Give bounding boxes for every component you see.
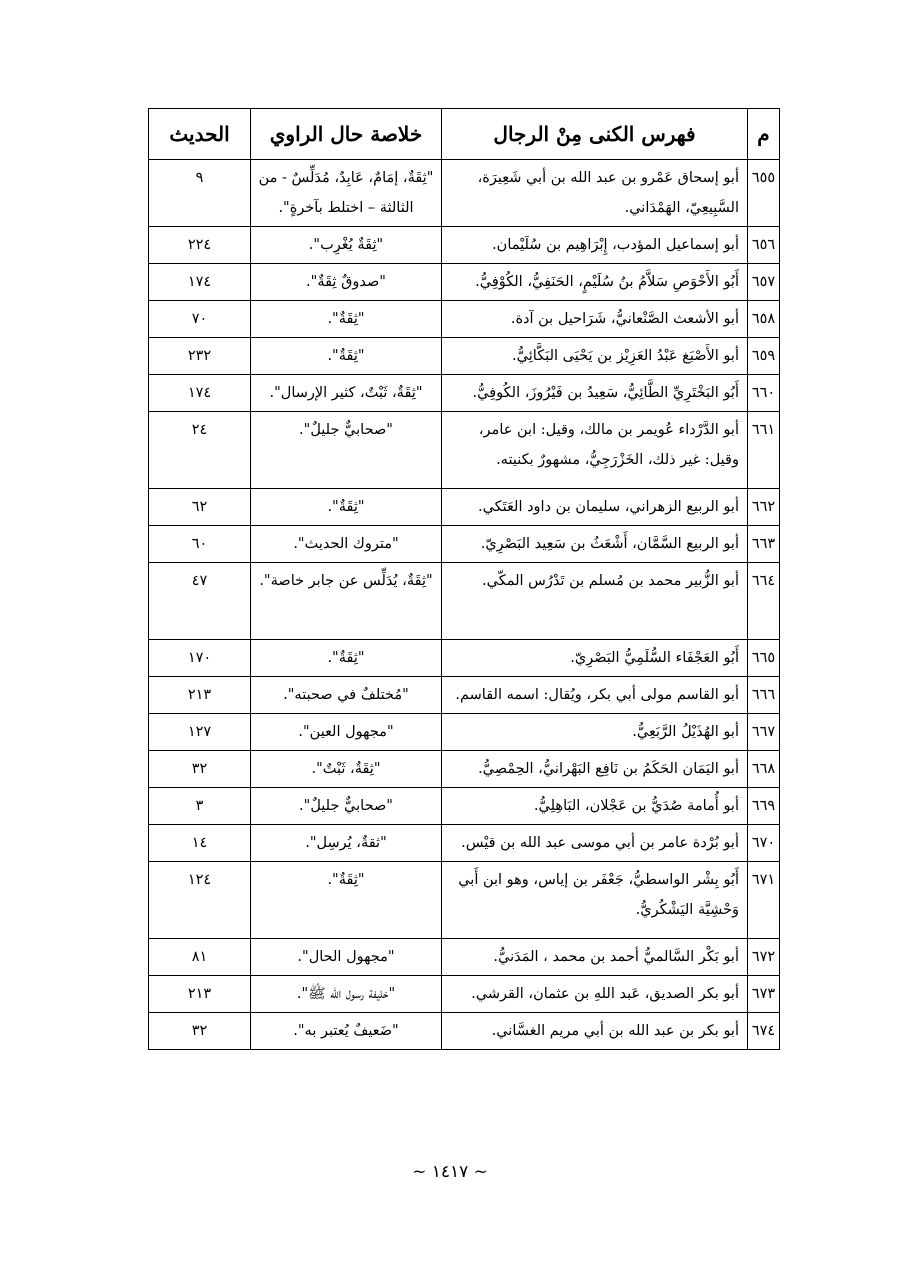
row-narrator-name: أبو الأَصْبَغ عَبْدُ العَزِيْز بن يَحْيَى البَكَّائِيُّ. bbox=[442, 338, 748, 375]
header-status: خلاصة حال الراوي bbox=[251, 109, 442, 160]
row-narrator-name: أبو الربيع الزهراني، سليمان بن داود العَتَكي. bbox=[442, 489, 748, 526]
table-row bbox=[149, 976, 780, 1013]
row-narrator-status: "ثِقَةٌ". bbox=[251, 640, 442, 677]
row-number: ٦٥٩ bbox=[748, 338, 780, 375]
header-hadith: الحديث bbox=[149, 109, 251, 160]
row-narrator-status: "ثِقَةٌ يُغْرِب". bbox=[251, 227, 442, 264]
row-number: ٦٥٨ bbox=[748, 301, 780, 338]
table-row bbox=[149, 375, 780, 412]
row-hadith-number: ٣ bbox=[149, 788, 251, 825]
row-narrator-status: "ثِقَةٌ، ثَبْتٌ". bbox=[251, 751, 442, 788]
row-hadith-number: ١٤ bbox=[149, 825, 251, 862]
row-narrator-name: أبو بُرْدة عامر بن أبي موسى عبد الله بن قيْس. bbox=[442, 825, 748, 862]
table-row bbox=[149, 862, 780, 939]
header-name: فهرس الكنى مِنْ الرجال bbox=[442, 109, 748, 160]
row-narrator-status: "متروك الحديث". bbox=[251, 526, 442, 563]
row-number: ٦٦٤ bbox=[748, 563, 780, 640]
row-narrator-name: أَبُو الأَحْوَصِ سَلاَّمُ بنُ سُلَيْمٍ، الحَنَفِيُّ، الكُوْفِيُّ. bbox=[442, 264, 748, 301]
table-row bbox=[149, 301, 780, 338]
row-narrator-status: "ثقةٌ، يُرسِل". bbox=[251, 825, 442, 862]
row-hadith-number: ٢٢٤ bbox=[149, 227, 251, 264]
table-row bbox=[149, 788, 780, 825]
row-narrator-status: "ثِقَةٌ". bbox=[251, 862, 442, 939]
row-narrator-name: أبو بكر بن عبد الله بن أبي مريم الغسَّاني. bbox=[442, 1013, 748, 1050]
row-hadith-number: ١٧٠ bbox=[149, 640, 251, 677]
row-narrator-status: "صحابيٌّ جليلٌ". bbox=[251, 412, 442, 489]
table-row bbox=[149, 338, 780, 375]
table-row bbox=[149, 939, 780, 976]
row-narrator-name: أبو أُمامة صُدَيُّ بن عَجْلان، البَاهِلِيُّ. bbox=[442, 788, 748, 825]
table-row bbox=[149, 751, 780, 788]
row-narrator-name: أبو إسحاق عَمْرو بن عبد الله بن أبي شَعِيرَة، السَّبِيعِيّ، الهَمْدَاني. bbox=[442, 160, 748, 227]
row-hadith-number: ٢١٣ bbox=[149, 976, 251, 1013]
table-row bbox=[149, 160, 780, 227]
table-header-row bbox=[149, 109, 780, 160]
table-row bbox=[149, 264, 780, 301]
row-number: ٦٦٦ bbox=[748, 677, 780, 714]
index-table bbox=[148, 108, 780, 1050]
row-narrator-status: "ضَعيفٌ يُعتبر به". bbox=[251, 1013, 442, 1050]
row-narrator-name: أبو الهُذَيْلُ الرَّبَعِيُّ. bbox=[442, 714, 748, 751]
row-number: ٦٧٣ bbox=[748, 976, 780, 1013]
table-row bbox=[149, 563, 780, 640]
row-hadith-number: ٢٤ bbox=[149, 412, 251, 489]
row-number: ٦٦١ bbox=[748, 412, 780, 489]
row-number: ٦٦٠ bbox=[748, 375, 780, 412]
row-hadith-number: ١٢٤ bbox=[149, 862, 251, 939]
row-narrator-name: أبو بَكْر السَّالميُّ أحمد بن محمد ، المَدَنيُّ. bbox=[442, 939, 748, 976]
row-number: ٦٧٤ bbox=[748, 1013, 780, 1050]
row-hadith-number: ١٧٤ bbox=[149, 375, 251, 412]
row-narrator-status: "ثِقَةٌ". bbox=[251, 338, 442, 375]
row-number: ٦٥٧ bbox=[748, 264, 780, 301]
row-narrator-status: "ثِقَةٌ". bbox=[251, 489, 442, 526]
row-number: ٦٦٧ bbox=[748, 714, 780, 751]
row-narrator-name: أَبُو بِشْر الواسطيُّ، جَعْفَر بن إياس، وهو ابن أَبي وَحْشِيَّة اليَشْكُريُّ. bbox=[442, 862, 748, 939]
row-hadith-number: ١٢٧ bbox=[149, 714, 251, 751]
row-narrator-status: "ثِقَةٌ". bbox=[251, 301, 442, 338]
row-hadith-number: ٣٢ bbox=[149, 1013, 251, 1050]
row-number: ٦٥٥ bbox=[748, 160, 780, 227]
table-row bbox=[149, 640, 780, 677]
table-row bbox=[149, 714, 780, 751]
row-narrator-status: "صحابيٌّ جليلٌ". bbox=[251, 788, 442, 825]
row-narrator-name: أبو إسماعيل المؤدب، إِبْرَاهِيم بن سُلَيْمان. bbox=[442, 227, 748, 264]
row-narrator-name: أبو الزُّبير محمد بن مُسلم بن تَدْرُس المكّي. bbox=[442, 563, 748, 640]
row-narrator-status: "مُختلفٌ في صحبته". bbox=[251, 677, 442, 714]
row-number: ٦٧٠ bbox=[748, 825, 780, 862]
row-number: ٦٧٢ bbox=[748, 939, 780, 976]
table-row bbox=[149, 825, 780, 862]
row-number: ٦٦٣ bbox=[748, 526, 780, 563]
row-narrator-status: "ثِقَةٌ، يُدَلِّس عن جابر خاصة". bbox=[251, 563, 442, 640]
row-number: ٦٦٢ bbox=[748, 489, 780, 526]
row-narrator-status: "خليفة رسول الله ﷺ". bbox=[251, 976, 442, 1013]
row-number: ٦٧١ bbox=[748, 862, 780, 939]
row-number: ٦٦٨ bbox=[748, 751, 780, 788]
row-narrator-name: أَبُو البَخْتَرِيِّ الطَّائِيُّ، سَعِيدُ بن فَيْرُوزَ، الكُوفِيُّ. bbox=[442, 375, 748, 412]
row-narrator-name: أبو اليَمَان الحَكَمُ بن نَافِع البَهْرانيُّ، الحِمْصِيُّ. bbox=[442, 751, 748, 788]
row-narrator-name: أَبُو العَجْفَاء السُّلَمِيُّ البَصْرِيّ. bbox=[442, 640, 748, 677]
table-row bbox=[149, 526, 780, 563]
row-narrator-name: أبو الدَّرْداء عُويمر بن مالك، وقيل: ابن عامر، وقيل: غير ذلك، الخَزْرَجِيُّ، مشهورٌ بكنيته. bbox=[442, 412, 748, 489]
table-row bbox=[149, 489, 780, 526]
row-narrator-status: "ثِقَةٌ، إمَامٌ، عَابِدٌ، مُدَلِّسٌ - من الثالثة – اختلط بآخرةٍ". bbox=[251, 160, 442, 227]
row-narrator-status: "صدوقٌ ثِقَةٌ". bbox=[251, 264, 442, 301]
row-number: ٦٥٦ bbox=[748, 227, 780, 264]
row-narrator-status: "ثِقَةٌ، ثَبْتٌ، كثير الإرسال". bbox=[251, 375, 442, 412]
row-narrator-status: "مجهول العين". bbox=[251, 714, 442, 751]
row-hadith-number: ٢١٣ bbox=[149, 677, 251, 714]
row-narrator-name: أبو القاسم مولى أبي بكر، ويُقال: اسمه القاسم. bbox=[442, 677, 748, 714]
row-hadith-number: ٦٢ bbox=[149, 489, 251, 526]
table-row bbox=[149, 227, 780, 264]
row-hadith-number: ٩ bbox=[149, 160, 251, 227]
row-hadith-number: ٧٠ bbox=[149, 301, 251, 338]
row-hadith-number: ٤٧ bbox=[149, 563, 251, 640]
row-hadith-number: ٦٠ bbox=[149, 526, 251, 563]
row-number: ٦٦٩ bbox=[748, 788, 780, 825]
row-hadith-number: ٢٣٢ bbox=[149, 338, 251, 375]
row-narrator-name: أبو الربيع السَّمَّان، أَشْعَثُ بن سَعِيد البَصْرِيّ. bbox=[442, 526, 748, 563]
row-narrator-name: أبو الأشعث الصَّنْعانيُّ، شَرَاحيل بن آدة. bbox=[442, 301, 748, 338]
row-hadith-number: ١٧٤ bbox=[149, 264, 251, 301]
row-narrator-name: أبو بكر الصديق، عَبد اللهِ بن عثمان، القرشي. bbox=[442, 976, 748, 1013]
table-row bbox=[149, 1013, 780, 1050]
row-hadith-number: ٨١ bbox=[149, 939, 251, 976]
row-number: ٦٦٥ bbox=[748, 640, 780, 677]
row-hadith-number: ٣٢ bbox=[149, 751, 251, 788]
row-narrator-status: "مجهول الحال". bbox=[251, 939, 442, 976]
table-row bbox=[149, 412, 780, 489]
table-row bbox=[149, 677, 780, 714]
header-num: م bbox=[748, 109, 780, 160]
page-number: ~ ١٤١٧ ~ bbox=[412, 1162, 488, 1182]
